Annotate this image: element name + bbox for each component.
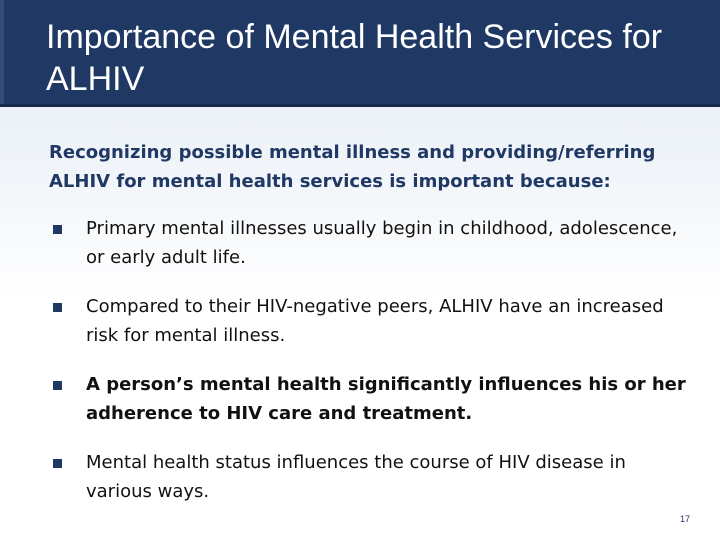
square-bullet-icon (53, 459, 62, 468)
bullet-text: Primary mental illnesses usually begin in childhood, adolescence, or early adult life. (86, 218, 678, 268)
title-bar-divider (0, 104, 720, 107)
bullet-item (49, 370, 689, 428)
title-bar-accent (0, 0, 4, 107)
bullet-text: A person’s mental health significantly influences his or her adherence to HIV care and treatment. (86, 374, 686, 424)
bullet-list (49, 214, 689, 526)
bullet-text: Mental health status influences the course of HIV disease in various ways. (86, 452, 626, 502)
bullet-item (49, 448, 689, 506)
intro-text: Recognizing possible mental illness and providing/referring ALHIV for mental health services is important because: (49, 142, 656, 192)
slide-title: Importance of Mental Health Services for ALHIV (46, 18, 663, 98)
title-bar (0, 0, 720, 107)
square-bullet-icon (53, 381, 62, 390)
bullet-item (49, 214, 689, 272)
square-bullet-icon (53, 225, 62, 234)
bullet-text: Compared to their HIV-negative peers, ALHIV have an increased risk for mental illness. (86, 296, 664, 346)
square-bullet-icon (53, 303, 62, 312)
page-number: 17 (679, 514, 690, 524)
bullet-item (49, 292, 689, 350)
